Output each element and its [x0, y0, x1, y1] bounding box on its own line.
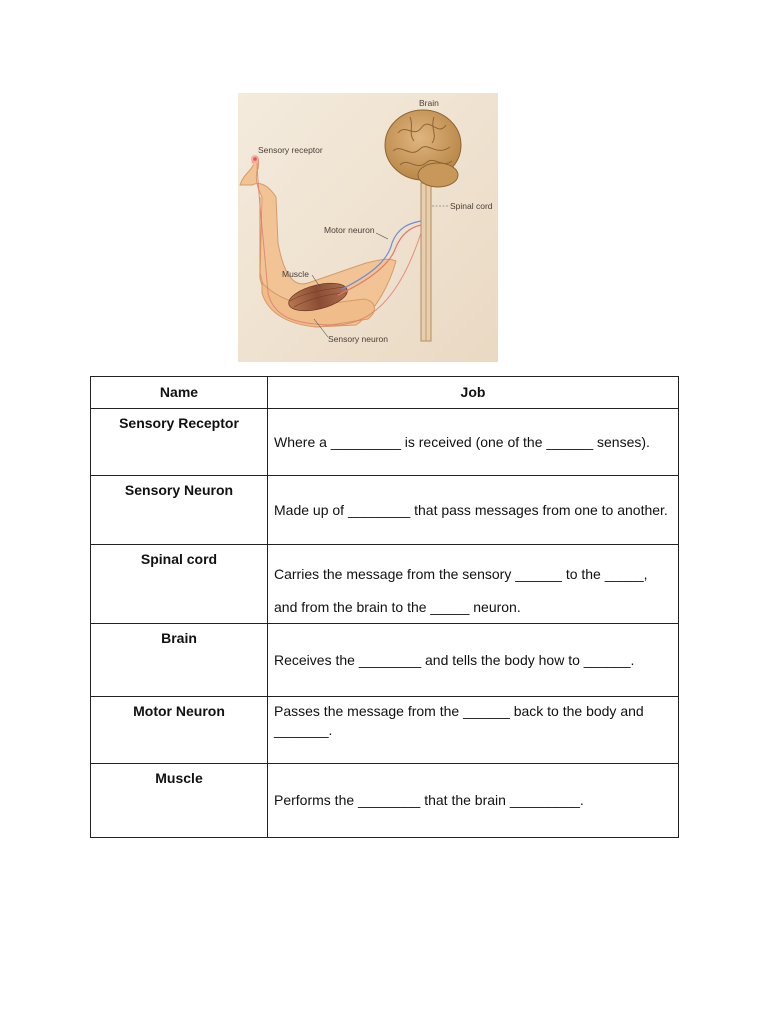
label-sensory-neuron: Sensory neuron: [328, 334, 389, 344]
row-job: Performs the ________ that the brain _________.: [268, 764, 679, 838]
row-job-cell: [268, 545, 679, 624]
row-name: Muscle: [91, 764, 268, 838]
table-row: [91, 409, 679, 476]
table-row: [91, 476, 679, 545]
table-header-row: [91, 377, 679, 409]
row-name: Motor Neuron: [91, 697, 268, 764]
label-muscle: Muscle: [282, 269, 309, 279]
row-name: Sensory Neuron: [91, 476, 268, 545]
row-name: Brain: [91, 624, 268, 697]
table-row: [91, 764, 679, 838]
row-job: Passes the message from the ______ back to the body and _______.: [268, 697, 679, 764]
label-spinal-cord: Spinal cord: [450, 201, 493, 211]
row-job: Receives the ________ and tells the body how to ______.: [268, 624, 679, 697]
table-row: [91, 624, 679, 697]
row-job: Where a _________ is received (one of the ______ senses).: [268, 409, 679, 476]
worksheet-table: [90, 376, 679, 838]
row-job: Carries the message from the sensory ______ to the _____,: [274, 566, 648, 583]
row-job: Made up of ________ that pass messages from one to another.: [268, 476, 679, 545]
row-name: Spinal cord: [91, 545, 268, 624]
label-brain: Brain: [419, 98, 439, 108]
row-job-continued: and from the brain to the _____ neuron.: [274, 599, 521, 615]
table-row: [91, 697, 679, 764]
nervous-system-diagram: [238, 93, 498, 362]
header-name: Name: [91, 377, 268, 409]
header-job: Job: [268, 377, 679, 409]
table-row: [91, 545, 679, 624]
label-sensory-receptor: Sensory receptor: [258, 145, 323, 155]
label-motor-neuron: Motor neuron: [324, 225, 375, 235]
row-name: Sensory Receptor: [91, 409, 268, 476]
